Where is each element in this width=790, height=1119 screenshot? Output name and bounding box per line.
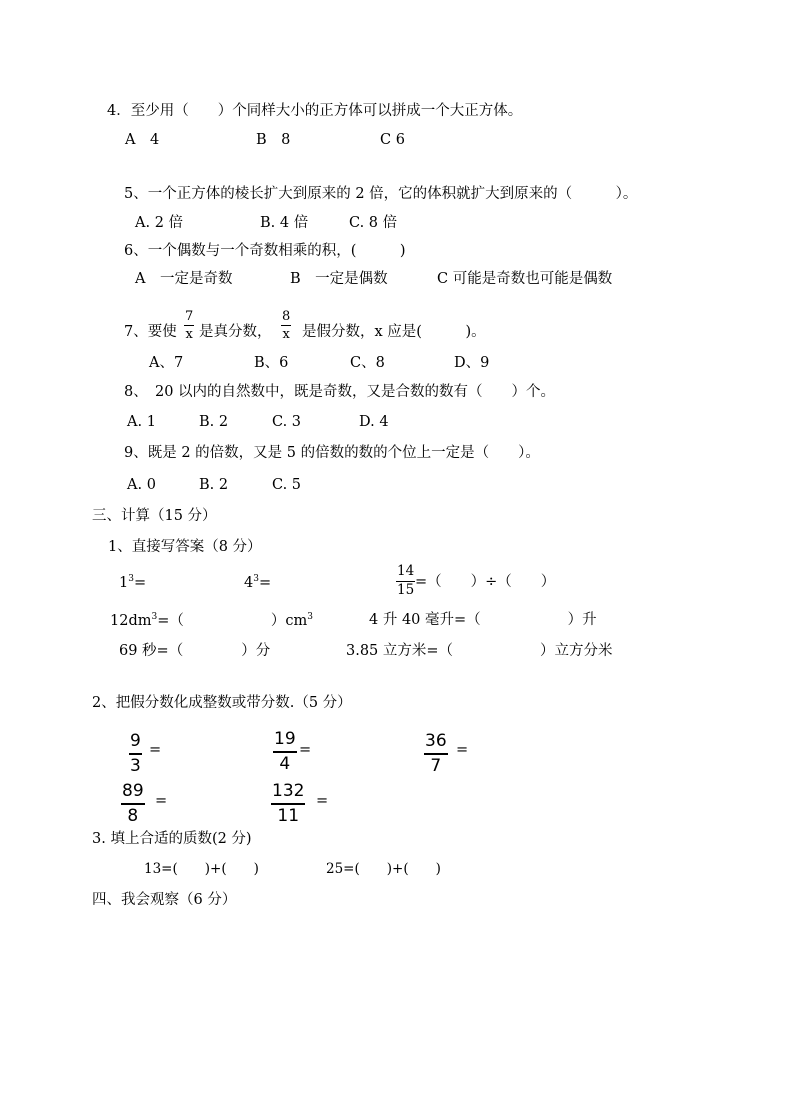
q5-option-c: C. 8 倍	[349, 215, 398, 231]
fraction-numerator: 9	[130, 731, 141, 751]
q9-option-b: B. 2	[199, 477, 229, 493]
q8-option-d: D. 4	[359, 414, 389, 430]
q7-option-a: A、7	[149, 355, 184, 371]
q9-option-a: A. 0	[127, 477, 156, 493]
question-7-suffix: 是假分数，x 应是( )。	[302, 324, 486, 340]
power-4-cubed	[244, 575, 271, 591]
power-exponent: 3	[128, 574, 134, 584]
q8-option-c: C. 3	[272, 414, 302, 430]
q4-option-a: A 4	[125, 132, 160, 148]
q7-fraction-7-over-x	[184, 310, 194, 341]
q6-option-a: A 一定是奇数	[135, 271, 233, 287]
fraction-denominator: 7	[430, 756, 442, 776]
section-3-heading: 三、计算（15 分）	[92, 508, 217, 524]
fraction-bar	[184, 325, 194, 326]
fraction-denominator: 8	[127, 806, 139, 826]
fraction-36-over-7	[424, 733, 448, 775]
fraction-numerator: 7	[185, 309, 194, 324]
q7-option-c: C、8	[350, 355, 385, 371]
question-8-text: 8、 20 以内的自然数中，既是奇数，又是合数的数有（ ）个。	[124, 384, 556, 400]
fraction-bar	[271, 803, 305, 805]
equals-sign: =	[299, 742, 312, 758]
fraction-denominator: 3	[130, 756, 141, 776]
fraction-denominator: 4	[279, 754, 291, 774]
fraction-numerator: 14	[397, 563, 415, 579]
fraction-bar	[129, 753, 142, 755]
equals-sign: =	[149, 742, 162, 758]
dm-exponent: 3	[151, 612, 158, 622]
q5-option-b: B. 4 倍	[260, 215, 309, 231]
equals-sign: =	[155, 793, 168, 809]
question-7-prefix: 7、要使	[124, 324, 177, 340]
fraction-bar	[273, 751, 297, 753]
power-1-cubed	[119, 575, 146, 591]
q9-option-c: C. 5	[272, 477, 302, 493]
fraction-bar	[424, 753, 448, 755]
seconds-conversion: 69 秒=（ ）分	[119, 643, 271, 659]
fraction-14-over-15	[396, 565, 415, 597]
fraction-denominator: x	[282, 327, 290, 342]
prime-sum-25: 25=( )+( )	[326, 861, 441, 877]
volume-conversion: 3.85 立方米=（ ）立方分米	[346, 643, 613, 659]
q7-option-b: B、6	[254, 355, 289, 371]
prime-sum-13: 13=( )+( )	[144, 861, 259, 877]
fraction-division-blanks: =（ ）÷（ ）	[415, 574, 556, 590]
q7-option-d: D、9	[454, 355, 490, 371]
equals-sign: =	[258, 575, 272, 591]
fraction-89-over-8	[121, 783, 145, 825]
fraction-numerator: 89	[122, 781, 144, 801]
part-2-heading: 2、把假分数化成整数或带分数.（5 分）	[92, 695, 352, 711]
question-9-text: 9、既是 2 的倍数，又是 5 的倍数的数的个位上一定是（ ）。	[124, 445, 540, 461]
power-base: 4	[244, 575, 254, 591]
section-4-heading: 四、我会观察（6 分）	[92, 892, 237, 908]
liters-conversion: 4 升 40 毫升=（ ）升	[369, 612, 597, 628]
fraction-numerator: 8	[282, 309, 291, 324]
fraction-bar	[121, 803, 145, 805]
fraction-bar	[281, 325, 291, 326]
question-4-text: 4．至少用（ ）个同样大小的正方体可以拼成一个大正方体。	[107, 103, 523, 119]
cm-blank: =（ ）cm	[157, 613, 308, 629]
q6-option-c: C 可能是奇数也可能是偶数	[437, 271, 613, 287]
fraction-denominator: 15	[397, 581, 415, 598]
question-5-text: 5、一个正方体的棱长扩大到原来的 2 倍，它的体积就扩大到原来的（ ）。	[124, 186, 638, 202]
q8-option-a: A. 1	[127, 414, 156, 430]
equals-sign: =	[133, 575, 147, 591]
cm-exponent: 3	[307, 612, 313, 622]
fraction-132-over-11	[271, 783, 305, 825]
equals-sign: =	[456, 742, 469, 758]
part-3-heading: 3. 填上合适的质数(2 分)	[92, 831, 252, 847]
fraction-numerator: 132	[272, 781, 305, 801]
fraction-denominator: 11	[277, 806, 300, 826]
fraction-numerator: 19	[274, 729, 296, 749]
question-7-mid: 是真分数，	[199, 324, 272, 340]
q8-option-b: B. 2	[199, 414, 229, 430]
fraction-numerator: 36	[425, 731, 447, 751]
equals-sign: =	[316, 793, 329, 809]
q4-option-b: B 8	[256, 132, 291, 148]
power-base: 1	[119, 575, 129, 591]
volume-dm-to-cm	[110, 613, 313, 629]
question-6-text: 6、一个偶数与一个奇数相乘的积，( )	[124, 243, 406, 259]
fraction-denominator: x	[185, 327, 193, 342]
power-exponent: 3	[253, 574, 259, 584]
q7-fraction-8-over-x	[281, 310, 291, 341]
fraction-19-over-4	[273, 731, 297, 773]
dm-value: 12dm	[110, 613, 152, 629]
q4-option-c: C 6	[380, 132, 405, 148]
q6-option-b: B 一定是偶数	[290, 271, 388, 287]
part-1-heading: 1、直接写答案（8 分）	[108, 539, 262, 555]
fraction-9-over-3	[129, 733, 142, 775]
q5-option-a: A. 2 倍	[135, 215, 184, 231]
